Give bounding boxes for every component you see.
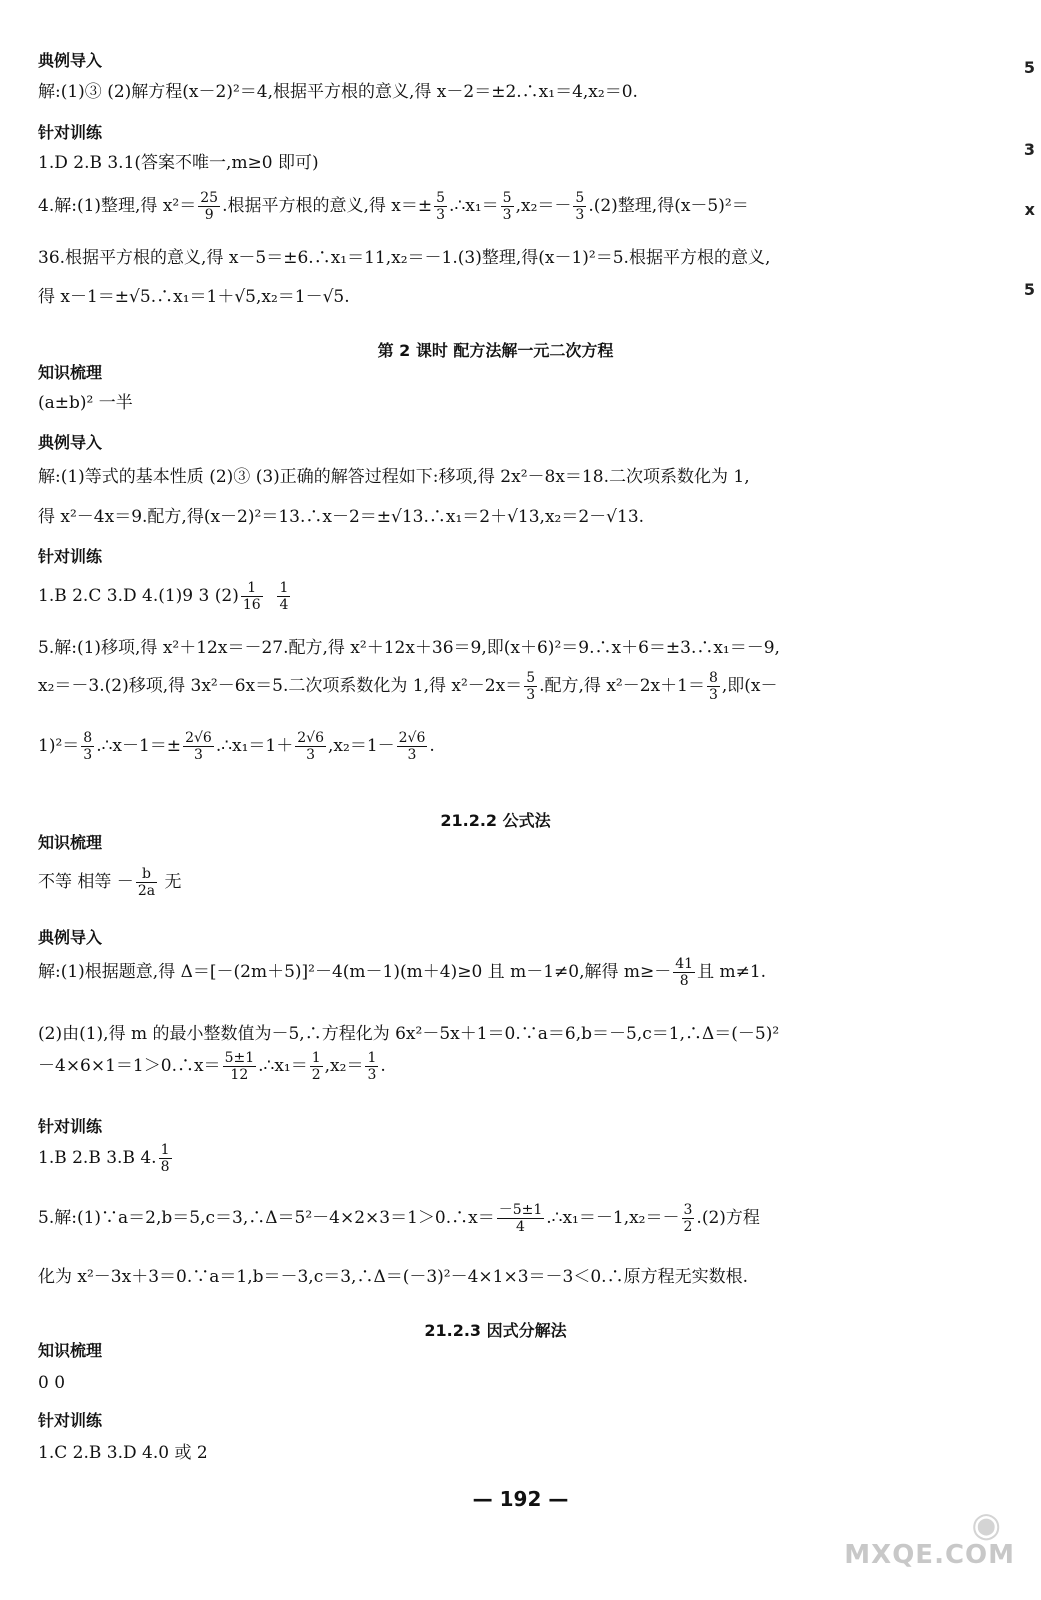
section-title-2: 第 2 课时 配方法解一元二次方程 bbox=[377, 341, 614, 360]
watermark-logo-icon: ◉ bbox=[971, 1505, 1001, 1545]
example-3-line-1: 解:(1)根据题意,得 Δ＝[－(2m＋5)]²－4(m－1)(m＋4)≥0 且 m－1≠0,解得 m≥－ $\frac{41}{8}$ 且 m≠1. bbox=[38, 956, 767, 989]
fraction: $\frac{1}{4}$ bbox=[279, 580, 289, 613]
section-title-4: 21.2.3 因式分解法 bbox=[424, 1321, 567, 1340]
heading-train-1: 针对训练 bbox=[38, 123, 103, 142]
fraction: $\frac{2√6}{3}$ bbox=[297, 730, 325, 763]
heading-train-4: 针对训练 bbox=[38, 1411, 103, 1430]
section-title-3: 21.2.2 公式法 bbox=[440, 811, 551, 830]
q5-3-line-1: 5.解:(1)∵a＝2,b＝5,c＝3,∴Δ＝5²－4×2×3＝1＞0.∴x＝ $\frac{-5\pm 1}{4}$ .∴x₁＝－1,x₂＝－ $\frac{3}{2}$ .(2)方程 bbox=[38, 1202, 760, 1235]
train-answers-4: 1.C 2.B 3.D 4.0 或 2 bbox=[38, 1443, 208, 1463]
fraction: $\frac{-5\pm 1}{4}$ bbox=[498, 1202, 543, 1235]
fraction: $\frac{5}{3}$ bbox=[436, 190, 446, 223]
fraction: $\frac{2√6}{3}$ bbox=[398, 730, 426, 763]
fraction: $\frac{8}{3}$ bbox=[83, 730, 93, 763]
q5-3-line-2: 化为 x²－3x＋3＝0.∵a＝1,b＝－3,c＝3,∴Δ＝(－3)²－4×1×3＝－3＜0.∴原方程无实数根. bbox=[38, 1267, 748, 1287]
edge-fragment: 5 bbox=[1023, 280, 1035, 299]
q5-line-3: 1)²＝ $\frac{8}{3}$ .∴x－1＝± $\frac{2√6}{3}$ .∴x₁＝1＋ $\frac{2√6}{3}$ ,x₂＝1－ $\frac{2√6}{3}$ . bbox=[38, 730, 435, 763]
heading-knowledge-4: 知识梳理 bbox=[38, 1341, 103, 1360]
edge-fragment: 5 bbox=[1023, 58, 1035, 77]
fraction: $\frac{b}{2a}$ bbox=[137, 866, 156, 899]
example-3-line-2: (2)由(1),得 m 的最小整数值为－5,∴方程化为 6x²－5x＋1＝0.∵a＝6,b＝－5,c＝1,∴Δ＝(－5)² bbox=[38, 1024, 780, 1044]
fraction: $\frac{5\pm 1}{12}$ bbox=[224, 1050, 255, 1083]
q4-line-3: 得 x－1＝±√5.∴x₁＝1＋√5,x₂＝1－√5. bbox=[38, 287, 350, 307]
fraction: $\frac{1}{16}$ bbox=[242, 580, 261, 613]
heading-train-3: 针对训练 bbox=[38, 1117, 103, 1136]
q4-line-2: 36.根据平方根的意义,得 x－5＝±6.∴x₁＝11,x₂＝－1.(3)整理,得(x－1)²＝5.根据平方根的意义, bbox=[38, 248, 771, 268]
knowledge-answers-3: 不等 相等 － $\frac{b}{2a}$ 无 bbox=[38, 866, 182, 899]
fraction: $\frac{3}{2}$ bbox=[683, 1202, 693, 1235]
example-line-1: 解:(1)等式的基本性质 (2)③ (3)正确的解答过程如下:移项,得 2x²－8x＝18.二次项系数化为 1, bbox=[38, 467, 750, 487]
fraction: $\frac{1}{3}$ bbox=[367, 1050, 377, 1083]
fraction: $\frac{1}{8}$ bbox=[160, 1142, 170, 1175]
example-3-line-3: －4×6×1＝1＞0.∴x＝ $\frac{5\pm 1}{12}$ .∴x₁＝ $\frac{1}{2}$ ,x₂＝ $\frac{1}{3}$ . bbox=[38, 1050, 386, 1083]
watermark: MXQE.COM bbox=[844, 1540, 1015, 1570]
train-answers-3: 1.B 2.B 3.B 4. $\frac{1}{8}$ bbox=[38, 1142, 170, 1175]
heading-example-3: 典例导入 bbox=[38, 928, 103, 947]
fraction: $\frac{5}{3}$ bbox=[502, 190, 512, 223]
knowledge-answers-4: 0 0 bbox=[38, 1373, 66, 1393]
fraction: $\frac{5}{3}$ bbox=[526, 670, 536, 703]
heading-knowledge-2: 知识梳理 bbox=[38, 363, 103, 382]
train-answers-2: 1.B 2.C 3.D 4.(1)9 3 (2) $\frac{1}{16}$ $\frac{1}{4}$ bbox=[38, 580, 289, 613]
page-number: — 192 — bbox=[472, 1487, 569, 1511]
heading-knowledge-3: 知识梳理 bbox=[38, 833, 103, 852]
fraction: $\frac{2√6}{3}$ bbox=[185, 730, 212, 763]
q5-line-2: x₂＝－3.(2)移项,得 3x²－6x＝5.二次项系数化为 1,得 x²－2x＝ $\frac{5}{3}$ .配方,得 x²－2x＋1＝ $\frac{8}{3}$ ,即(x－ bbox=[38, 670, 778, 703]
example-line-2: 得 x²－4x＝9.配方,得(x－2)²＝13.∴x－2＝±√13.∴x₁＝2＋√13,x₂＝2－√13. bbox=[38, 507, 645, 527]
fraction: $\frac{1}{2}$ bbox=[311, 1050, 321, 1083]
fraction: $\frac{8}{3}$ bbox=[708, 670, 718, 703]
edge-fragment: 3 bbox=[1023, 140, 1035, 159]
heading-train-2: 针对训练 bbox=[38, 547, 103, 566]
edge-fragment: x bbox=[1024, 200, 1035, 219]
fraction: $\frac{5}{3}$ bbox=[575, 190, 585, 223]
heading-example-1: 典例导入 bbox=[38, 51, 103, 70]
fraction: $\frac{41}{8}$ bbox=[675, 956, 694, 989]
q5-line-1: 5.解:(1)移项,得 x²＋12x＝－27.配方,得 x²＋12x＋36＝9,即(x＋6)²＝9.∴x＋6＝±3.∴x₁＝－9, bbox=[38, 638, 780, 658]
q4-line-1: 4.解:(1)整理,得 x²＝ $\frac{25}{9}$ .根据平方根的意义,得 x＝± $\frac{5}{3}$ .∴x₁＝ $\frac{5}{3}$ ,x₂＝－ $\frac{5}{3}$ .(2)整理,得(x－5)²＝ bbox=[38, 190, 749, 223]
train-answers-1: 1.D 2.B 3.1(答案不唯一,m≥0 即可) bbox=[38, 153, 319, 173]
knowledge-answers-2: (a±b)² 一半 bbox=[38, 393, 133, 413]
fraction: $\frac{25}{9}$ bbox=[200, 190, 219, 223]
example-answer-1: 解:(1)③ (2)解方程(x－2)²＝4,根据平方根的意义,得 x－2＝±2.∴x₁＝4,x₂＝0. bbox=[38, 82, 638, 102]
heading-example-2: 典例导入 bbox=[38, 433, 103, 452]
